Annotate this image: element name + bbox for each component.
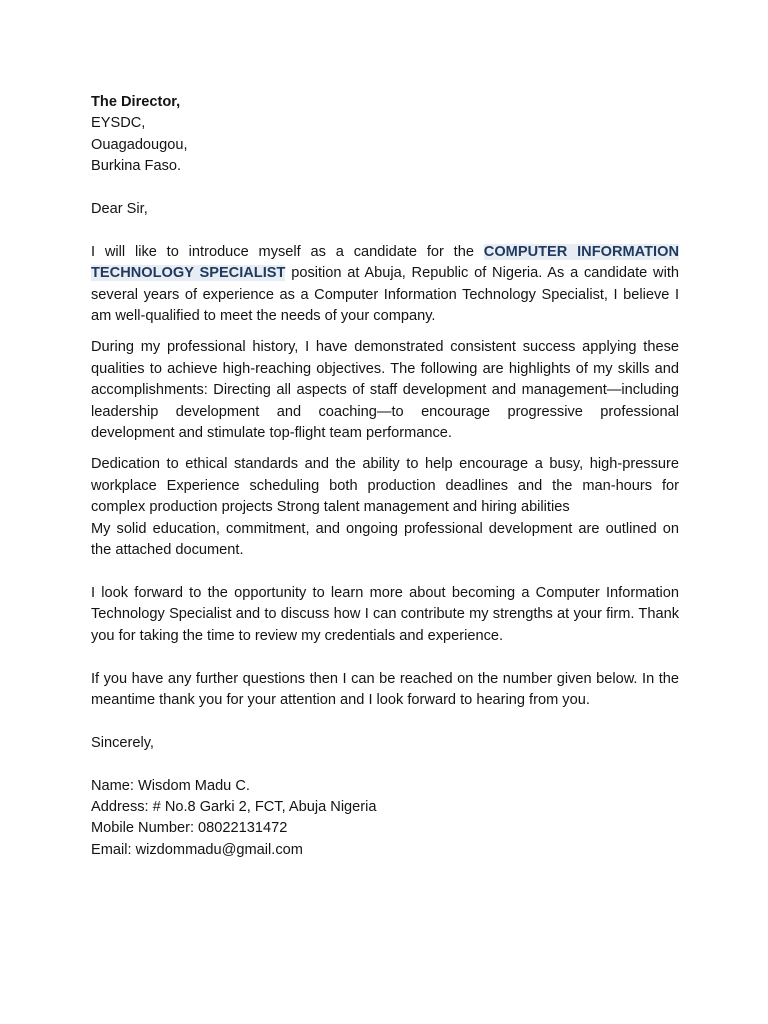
intro-text-after: position at Abuja, Republic of Nigeria. As a candidate with several years of experience as a Computer Information Technology Specialist, I believe I am well-qualified to meet the needs of your company. [91, 265, 679, 325]
recipient-block [91, 92, 679, 178]
salutation: Dear Sir, [91, 201, 148, 218]
spacer [91, 711, 679, 732]
job-title-highlight: COMPUTER INFORMATION TECHNOLOGY SPECIALIST [91, 243, 679, 282]
signature-mobile: Mobile Number: 08022131472 [91, 820, 288, 837]
intro-text-before: I will like to introduce myself as a candidate for the [91, 243, 484, 260]
spacer [91, 754, 679, 775]
paragraph-forward: I look forward to the opportunity to learn more about becoming a Computer Information Technology Specialist and to discuss how I can contribute my strengths at your firm. Thank you for taking the time to review my credentials and experience. [91, 584, 679, 644]
signature-email: Email: wizdommadu@gmail.com [91, 841, 303, 858]
recipient-org: EYSDC, [91, 115, 146, 132]
signature-name: Name: Wisdom Madu C. [91, 777, 250, 794]
spacer [91, 647, 679, 668]
closing: Sincerely, [91, 734, 154, 751]
signature-block [91, 776, 679, 862]
paragraph-contact: If you have any further questions then I can be reached on the number given below. In the meantime thank you for your attention and I look forward to hearing from you. [91, 670, 679, 708]
spacer [91, 327, 679, 337]
spacer [91, 444, 679, 454]
paragraph-education: My solid education, commitment, and ongoing professional development are outlined on the attached document. [91, 520, 679, 559]
recipient-title: The Director, [91, 94, 181, 110]
paragraph-history: During my professional history, I have demonstrated consistent success applying these qualities to achieve high-reaching objectives. The following are highlights of my skills and accomplishments: Directing all aspects of staff development and management—including leadership development and coaching—to encourage progressive professional development and stimulate top-flight team performance. [91, 339, 679, 442]
signature-address: Address: # No.8 Garki 2, FCT, Abuja Nigeria [91, 798, 377, 815]
spacer [91, 220, 679, 241]
recipient-city: Ouagadougou, [91, 136, 188, 153]
spacer [91, 178, 679, 199]
paragraph-introduction [91, 242, 679, 328]
cover-letter [91, 92, 679, 861]
paragraph-dedication: Dedication to ethical standards and the ability to help encourage a busy, high-pressure workplace Experience scheduling both production deadlines and the man-hours for complex production projects Strong talent management and hiring abilities [91, 456, 679, 516]
spacer [91, 562, 679, 583]
recipient-country: Burkina Faso. [91, 158, 182, 175]
